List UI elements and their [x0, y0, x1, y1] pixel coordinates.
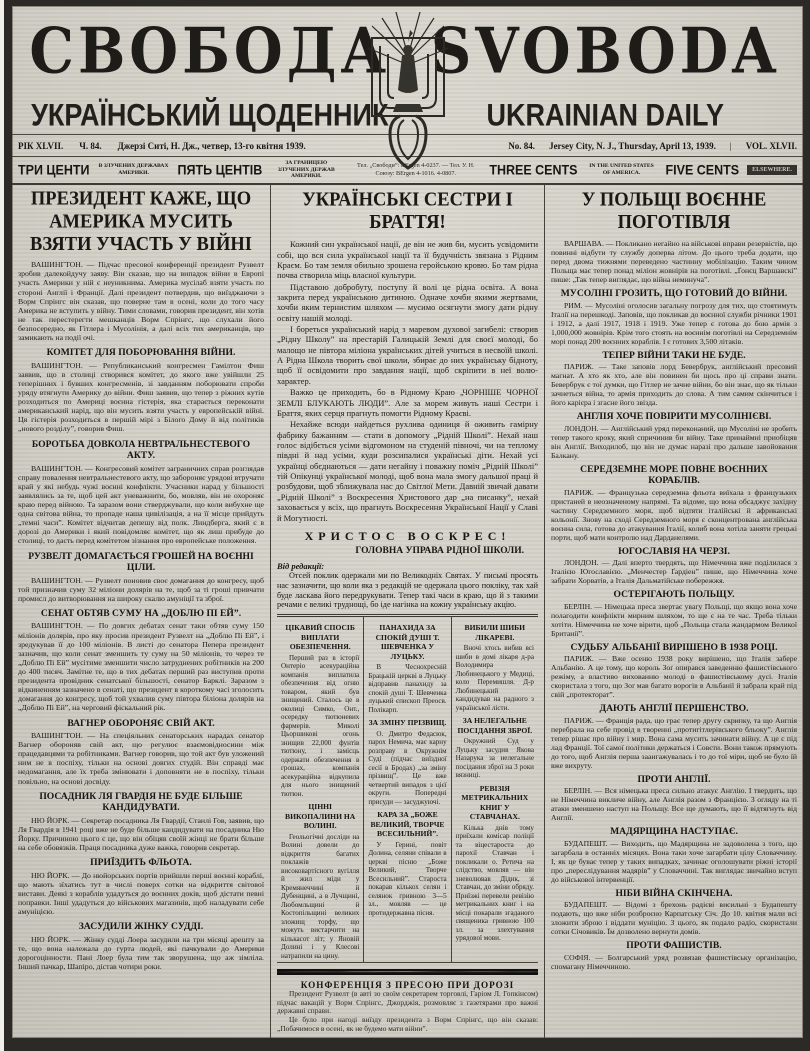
news-article	[551, 774, 797, 823]
trident-liberty-emblem-icon	[358, 8, 458, 176]
short-news-text: Перший раз в історії Онтеріо асекураційна компанія виплатила обезпечення від огню товаром, який був знищений. Сталось це в околиці Симко, Онт., осередку тютюневих фармерів. Миколі Цьоршикові огонь знищив 22,000 фунтів тютюну, і замісць одержати обезпечення в грошах, компанія асекураційна відкупила для нього знищений тютюн.	[281, 653, 360, 798]
short-news-text: О. Дмитро Федасюк, парох Немича, має карну розправу в Окружнім Суді (підчас виїздної сесії в Бродах) „за зміну прізвищ”. Це вже четвертий випадок з цієї округи. Попередні присуди — засуджуючі.	[368, 729, 447, 806]
subcolumn-1	[277, 617, 363, 962]
news-article	[551, 411, 797, 460]
news-article	[551, 642, 797, 700]
appeal-paragraph: Кожний син української нації, де він не жив би, мусить усвідомити собі, що вся сила української нації та її будучність звязана з Рідним Краєм. Бо там земля обильно зрошена геройською кровю. Бо там рідна почва створила міць власної культури.	[277, 239, 538, 281]
article-headline: ОСТЕРІГАЮТЬ ПОЛЬЩУ.	[613, 589, 735, 601]
masthead	[12, 6, 803, 96]
paper	[12, 6, 803, 1038]
news-article	[551, 888, 797, 937]
appeal-paragraph: Підставою добробуту, поступу й волі це рідна освіта. А вона закрита перед українською дитиною. Одначе хочби якими жертвами, хочби яким тернистим шляхом — мусимо осягнути змогу дати рідну освіту нашій молоді.	[277, 281, 538, 323]
article-headline: МАДЯРЩИНА НАСТУПАЄ.	[610, 826, 738, 838]
article-headline: СЕНАТ ОБТЯВ СУМУ НА „ДОБЛЮ ПІ ЕЙ”.	[40, 607, 242, 619]
price-cents-en-note: IN THE UNITED STATES OF AMERICA.	[589, 163, 654, 176]
left-column	[12, 185, 271, 1038]
news-article	[18, 921, 264, 971]
article-headline: МУСОЛІНІ ГРОЗИТЬ, ЩО ГОТОВИЙ ДО ВІЙНИ.	[560, 288, 788, 300]
article-text: ВАШИНГТОН. — Републиканський конгресмен Гамілтон Фиш заявив, що в столиці створився комітет, до якого вже увійшли 25 теперішних і бувших конгресменів, зі завданням поборювати спроби уряду втягнути Америку до війни. Фиш заявив, що тепер з ріжних кутів розходиться по Америці воєнна гістерія, яка старається переконати американський нарід, що він мусить взяти участь у европейській війні. Ця гістерія розходиться в першій мірі з Білого Дому й від політиків „нового розділу”, говорив Фиш.	[18, 360, 264, 434]
masthead-left	[12, 6, 408, 96]
article-headline: БОРОТЬБА ДОВКОЛА НЕВТРАЛЬНЕСТЕВОГО АКТУ.	[31, 438, 251, 462]
article-text: СОФІЯ. — Болгарський уряд розвязав фашистівську організацію, спомагану Німеччиною.	[551, 952, 797, 971]
article-text: БЕРЛІН. — Німецька преса звертає увагу Польщі, що якщо вона хоче полагодити конфлікти мирним шляхом, то ще є на те час. Треба тільки хотіти. Німеччина не хоче вірити, щоб „Польща стала жандармом Великої Британії”.	[551, 601, 797, 638]
right-column	[545, 185, 803, 1038]
date-ukrainian: Джерзі Ситі, Н. Дж., четвер, 13-го квітня 1939.	[117, 140, 306, 151]
news-article	[551, 464, 797, 542]
article-headline: ПОСАДНИК ЛЯ ГВАРДІЯ НЕ БУДЕ БІЛЬШЕ КАНДИДУВАТИ.	[39, 790, 243, 814]
separator: |	[729, 140, 732, 151]
short-news-text: Вночі хтось вибив всі шиби в домі лікаря д-ра Володимира Любинецького у Медиці, коло Перемишля. Д-р Любинецький кандидував на радного з української лісти.	[455, 644, 534, 712]
lead-article-text: ВАШИНГТОН. — Підчас пресової конференції президент Рузвелт зробив далекойдучу заяву. Він сказав, що на випадок війни в Европі участь Америки у ній є неуникнима. Америка мусілаб взяти участь по стороні Англії і Франції. Далі президент потвердив, що виїзджаючи з Ворм Спрінгс він сказав, що поверне там в осені, коли до того часу Америка не вступить у війну. Тими словами, говорив президент, він хотів не так перестерегти мешканців Ворм Спрінгс, що слухали його безпосередно, як Гітлера і Мусолінія, а далі всіх тих американців, що замикають на події очі.	[18, 260, 264, 343]
article-headline: ДАЮТЬ АНГЛІЇ ПЕРШЕНСТВО.	[599, 703, 749, 715]
article-headline: СУДЬБУ АЛЬБАНІЇ ВИРІШЕНО В 1938 РОЦІ.	[570, 641, 778, 653]
news-article	[18, 551, 264, 603]
short-news-headline: ЦІННІ ВИКОПАЛИНИ НА ВОЛИНІ.	[285, 802, 356, 831]
news-article	[18, 347, 264, 433]
short-news-text: У Герині, повіт Долина, селяни співали в церкві пісню „Боже Великий, Творче Всесильний”. Староста покарав кількох селян і селянок гривною 3—5 зл., мовляв — це протидержавна пісня.	[368, 840, 447, 917]
price-elsewhere-note: ELSEWHERE.	[747, 165, 797, 175]
short-news-headline: РЕВІЗІЯ МЕТРИКАЛЬНИХ КНИГ У СТАВЧАНАХ.	[461, 783, 529, 822]
news-article	[18, 439, 264, 546]
signature-line: ГОЛОВНА УПРАВА РІДНОЇ ШКОЛИ.	[355, 545, 524, 556]
short-news-item	[368, 810, 446, 917]
news-article	[18, 718, 264, 786]
short-news-text: Окружний Суд у Луцьку засудив Якова Назарука за нелегальне посідання зброї на 3 роки вязниці.	[455, 737, 534, 780]
date-english: Jersey City, N. J., Thursday, April 13, 1939.	[549, 140, 716, 151]
news-article	[551, 940, 797, 971]
article-text: НЮ ЙОРК. — Секретар посадника Ля Гвардії, Станлі Гов, заявив, що Ля Гвардія в 1941 році вже не буде більше кандидувати на посадника Ню Йорку. Причиною цього є це, що він обіцяв своїй жінці не брати більше на себе обовязків. Праця посадника дуже важка, говорив секретар.	[18, 815, 264, 852]
short-news-item	[368, 718, 446, 806]
photo-caption-title: КОНФЕРЕНЦІЯ З ПРЕСОЮ ПРИ ДОРОЗІ	[300, 979, 515, 990]
article-headline: СЕРЕДЗЕМНЕ МОРЕ ПОВНЕ ВОЄННИХ КОРАБЛІВ.	[580, 463, 768, 487]
center-column	[271, 185, 545, 1038]
price-five-en: FIVE CENTS	[665, 162, 740, 178]
appeal-text	[277, 239, 538, 524]
editorial-note: Отсей поклик одержали ми по Великодніх Святах. У письмі просять нас зазначити, що коли яка з редакцій не одержала цього покліку, так хай буде ласкава його передрукувати. Тепер такі часи в краю, що й з такими речами є великі труднощі, бо іде нагінка на кожну українську акцію.	[277, 570, 538, 610]
article-text: ПАРИЖ. — Вже осеню 1938 року вирішено, що Італія забере Альбанію. А це тому, що король Зоґ опирався заведенню фашистівського режіму, а властиво вихованню молоді в фашистівському дусі. Італія скористала з того, що Зоґ мав багато ворогів в Альбанії й забрала край під свій „протекторат”.	[551, 654, 797, 700]
photo-caption-text-1: Президент Рузвелт (в авті зо своїм секретарем торговлі, Гаріом Л. Гопкінсом) підчас вакацій у Ворм Спрінгс, Джорджія, розмовляє з газетярами про важні державні справи.	[277, 988, 538, 1016]
article-headline: ЗАСУДИЛИ ЖІНКУ СУДДІ.	[78, 921, 204, 933]
news-article	[551, 546, 797, 586]
news-article	[551, 288, 797, 346]
article-list	[18, 347, 264, 971]
price-five-uk: ПЯТЬ ЦЕНТІВ	[177, 162, 263, 178]
article-text: ВАШИНГТОН. — По довгих дебатах сенат таки обтяв суму 150 міліонів долярів, про яку просив президент Рузвелт на „Доблю Пі Ей”, і зредукував її до 100 міліонів. В листі до сенатора Пепера президент зазначив, що коли сенат зменшить ту суму на 50 міліонів, то через те „Доблю Пі Ей” мусітиме зменшити число затруднених робітників на 200 до 400 тисяч. Замітне те, що в тих дебатах перший раз виступив проти президента провідник сенатської більшості, сенатор Барклі. Заразом з відкиненням зазначено в сенаті, що президент в короткому часі зголосить домагання до конгресу, щоб той ухвалив суму півтора біліона долярів на „Доблю Пі Ей”, на черговий фіскальний рік.	[18, 621, 264, 713]
short-news-item	[456, 716, 534, 779]
article-headline: РУЗВЕЛТ ДОМАГАЄТЬСЯ ГРОШЕЙ НА ВОЄННІ ЦІЛИ.	[28, 550, 254, 574]
news-article	[551, 703, 797, 770]
appeal-headline: УКРАЇНСЬКІ СЕСТРИ І БРАТТЯ!	[302, 189, 513, 234]
article-text: НЮ ЙОРК. — Жінку судді Лоера засудили на три місяці арешту за те, що вона належала до гурта людей, які пачкували до Америки дорогоцінности. Пані Лоер була тим так зворушена, що аж зімліла. Інший пачкар, Шапіро, дістав чотири роки.	[18, 934, 264, 971]
christ-is-risen-line: ХРИСТОС ВОСКРЕС!	[304, 528, 511, 543]
article-text: РИМ. — Мусоліні оголосив загальну погрозу для тих, що стоятимуть Італії на перешкоді. Заповів, що покликав до воєнної служби річники 1901 і 1912, а далі 1917, 1918 і 1919. Уже тепер є готова до бою армія з 1,000,000 жовнірів. Крім того стоять на воєннім поготівлі на Середземнім морі понад 200 воєнних кораблів. І є готових 3,500 літаків.	[551, 300, 797, 346]
short-news-subcolumns	[277, 617, 538, 963]
article-headline: ВАГНЕР ОБОРОНЯЄ СВІЙ АКТ.	[67, 717, 215, 729]
short-news-item	[456, 784, 534, 943]
article-headline: АНГЛІЯ ХОЧЕ ПОВІРИТИ МУСОЛІНІЄВІ.	[576, 411, 772, 423]
article-text: НЮ ЙОРК. — До нюйорських портів прийшли перші воєнні кораблі, що мають зїхатись тут в числі поверх сотки на відкриття світової вистави. Деякі з кораблів удадуться до воєнних доків, щоб дістати певні поправки. Інші удадуться до військових магазинів, щоб наладувати себе амуніцією.	[18, 870, 264, 917]
article-text: ЛОНДОН. — Далі вперто твердять, що Німеччина вже поділилася з Італією Югославією. „Менчестер Ґардіен” пише, що Німеччина хоче забрати Хорватів, а Італія Дальматійське побережжя.	[551, 558, 797, 586]
short-news-headline: ЗА НЕЛЕГАЛЬНЕ ПОСІДАННЯ ЗБРОЇ.	[457, 716, 533, 735]
price-five-uk-note: ЗА ГРАНИЦЕЮ ЗЛУЧЕНИХ ДЕРЖАВ АМЕРИКИ.	[277, 159, 335, 180]
lead-headline: ПРЕЗИДЕНТ КАЖЕ, ЩО АМЕРИКА МУСИТЬ ВЗЯТИ УЧАСТЬ У ВІЙНІ	[30, 188, 252, 256]
short-news-item	[281, 802, 359, 960]
appeal-paragraph: І бореться український нарід з маревом духової загибелі: створив „Рідну Школу” на престарій Галицькій Землі для своєї молоді, бо малощо не півтора міліона українських дітей учиться в несвоїй школі. А Рідна Школа творить свої школи, збирає до них українську бідноту, щоб її освідомити про завдання нації, щоб скріпити в неї волю-характер.	[277, 324, 538, 386]
volume-english: VOL. XLVII.	[745, 140, 797, 151]
short-news-text: Геольогічні досліди на Волині довели до відкриття багатих поклажів високовартісного вугілля й жил міди у Кремянеччині й Дубенщині, а в Лучщині, Любомльщині й Костопільщині великих зложищ торфу, що можуть вистарчити на кількасот літ; у Яновій Долині і у Клесові натрапили на цину.	[281, 832, 360, 960]
short-news-headline: КАРА ЗА „БОЖЕ ВЕЛИКИЙ, ТВОРЧЕ ВСЕСИЛЬНИЙ”.	[370, 810, 445, 839]
article-headline: ЮГОСЛАВІЯ НА ЧЕРЗІ.	[618, 545, 730, 557]
masthead-right	[408, 6, 804, 96]
photo-caption-text-2: Це було при нагоді виїзду президента з Ворм Спрінгс, що він сказав: „Побачимося в осені, як не будемо мати війни”.	[277, 1015, 538, 1034]
issue-english: No. 84.	[508, 140, 536, 151]
telephone-numbers: Тел. „Свободи”: BErgen 4-0237. — Тел. У. Н. Союзу: BErgen 4-1016. 4-0807.	[357, 161, 475, 177]
appeal-paragraph: Важко це приходить, бо в Рідному Краю „ЧОРНІШЕ ЧОРНОЇ ЗЕМЛІ БЛУКАЮТЬ ЛЮДИ”. Але за морем живуть наші Сестри і Браття, яких серця прагнуть помогти Рідному Краєві.	[277, 387, 538, 418]
volume-ukrainian: РІК XLVII.	[18, 140, 64, 151]
news-article	[551, 826, 797, 884]
subcolumn-3	[451, 617, 538, 962]
short-news-text: В Чеснохресній Брацькій церкві в Луцьку відправив панахиду за спокій душі Т. Шевченка луцький єпископ Преосв. Полікарп.	[368, 663, 447, 714]
lead-article-text: ВАРШАВА. — Покликано негайно на військові вправи резервістів, що повинні відбути ту службу доперва літом. До цього треба додати, що перед двома тижнями переведено частинну мобілізацію. Таким чином Польща має тепер понад міліон жовнірів на поготівлі. „Ґонєц Варшавскі” пише: „Так тепер виглядає, що війна неминуча”.	[551, 239, 797, 285]
lead-headline: У ПОЛЬЩІ ВОЄННЕ ПОГОТІВЛЯ	[581, 189, 767, 234]
columns	[12, 185, 803, 1038]
short-news-headline: ЦІКАВИЙ СПОСІБ ВИПЛАТИ ОБЕЗПЕЧЕННЯ.	[285, 623, 355, 652]
article-headline: НІБИ ВІЙНА СКІНЧЕНА.	[615, 887, 733, 899]
article-text: ВАШИНГТОН. — Рузвелт поновив своє домагання до конгресу, щоб той призначив суму 32 міліони долярів на те, щоб за ті гроші привчати промисл до витворювання на широку скалю амуніції та зброї.	[18, 575, 264, 603]
article-text: ПАРИЖ. — Таке заповів лорд Бевербрук, англійський пресовий магнат. А хто як хто, але він повинен би щось про ці справи знати. Бевербрук є тої думки, що Гітлер не зачне війни, бо він знає, що як тільки зачнеться війна, то армія приходить до слова. А тим самим скінчиться і його карієра і згасне його звізда.	[551, 362, 797, 408]
masthead-title-cyrillic: СВОБОДА	[29, 14, 391, 88]
article-text: ЛОНДОН. — Англійський уряд переконаний, що Мусоліні не зробить тепер такого кроку, який спричинив би війну. Таке принаймні приобіцяв він Англії. Виходилоб, що він не думає наразі про дальше завойовання Балкану.	[551, 423, 797, 460]
article-text: БУДАПЕШТ. — Виходить, що Мадярщина не задоволена з того, що загарбала в останніх місяцях. Вона таки хоче загарбати цілу Словаччину. І, як це буває тепер у таких випадках, зачинає оголошувати ріжні історії про „переслідування мадярів” у Словаччині. Так виглядає звичайно вступ до військової інтервенції.	[551, 838, 797, 884]
subtitle-latin: UKRAINIAN DAILY	[486, 97, 724, 132]
news-article	[18, 857, 264, 916]
price-cents-uk-note: В ЗЛУЧЕНИХ ДЕРЖАВАХ АМЕРИКИ.	[98, 163, 169, 176]
editorial-label: Від редакції:	[277, 560, 325, 571]
article-list	[551, 288, 797, 971]
article-text: БЕРЛІН. — Вся німецька преса сильно атакує Англію. І твердить, що не Німеччина викличе війну, але Англія разом з Францією. З огляду на ті атаки зменшено наступ на Польщу. Все ще думають, що її відтягнуть від Англії.	[551, 786, 797, 823]
short-news-text: Кілька днів тому приїхали комісар поліції та віцестароста до парохії Ставчан і покликали о. Ретича на слідство, мовляв — він зневолював Дідик, зі Ставчан, до зміни обряду. Приїзжі перевели ревізію метрикальних книг і на місці покарали згаданого священика гривною 100 зл. за злехтування урядової мови.	[455, 823, 534, 943]
masthead-title-latin: SVOBODA	[430, 14, 780, 88]
article-headline: КОМІТЕТ ДЛЯ ПОБОРЮВАННЯ ВІЙНИ.	[46, 347, 236, 359]
article-text: ВАШИНГТОН. — Конгресовий комітет заграничних справ розглядав справу повалення невтральнестевого акту, що забороняє урядові втручати край у які небудь чужі воєнні конфлікти. Учасники нарад у більшості заявлялись за те, щоб цей акт уневажнити, бо, мовляв, він не охороняє краю перед війною. Та заразом вони стверджували, що коли вибухне ще одна світова війна, то пропаде наша цивілізація, а на її місце прийдуть „темні часи”. Комітет відчитав депешу від полк. Линдберга, який є в дорозі до Америки і який повідомляє комітет, що як лиш прибуде до столиці, то дасть перед комітетом зізнання про европейське положення.	[18, 463, 264, 546]
price-cents-en: THREE CENTS	[489, 162, 578, 178]
short-news-headline: ЗА ЗМІНУ ПРІЗВИЩ.	[368, 718, 447, 728]
article-headline: ПРОТИ АНГЛІЇ.	[637, 773, 711, 785]
short-news-headline: ПАНАХИДА ЗА СПОКІЙ ДУШІ Т. ШЕВЧЕНКА У ЛУЦЬКУ.	[375, 623, 440, 661]
article-headline: ТЕПЕР ВІЙНИ ТАКИ НЕ БУДЕ.	[602, 349, 746, 361]
short-news-item	[456, 623, 534, 712]
subcolumn-2	[363, 617, 450, 962]
news-article	[551, 350, 797, 408]
article-text: ПАРИЖ. — Французька середземна фльота виїхала з французьких пристаней в неозначеному напрямі. Та відоме, що вона обсаджує західну частину Середземного моря, щоб відтяти італійські й африканські кольонії. Знову на сході Середземного моря є сконцентрована англійська воєнна сила, готова до атакування Італії, колиб вона хотіла заняти грецькі порти, щоб мати контролю над Дарданелями.	[551, 487, 797, 542]
short-news-headline: ВИБИЛИ ШИБИ ЛІКАРЕВІ.	[464, 623, 526, 642]
news-article	[18, 608, 264, 713]
appeal-paragraph: Нехайже всюди найдеться рухлива одиниця й оживить гамірну фабрику бажанням — стати в допомогу „Рідній Школі”. Нехай наш голос відібється усіми відгомоном на студеній півночі, чи на теплому півдні й над усіми, куди розсипалися українські діти. Нехай усі українці обєднаються — дати негайну і поважну поміч „Рідній Школі” тій Опікунці української молоді, щоб вона мала змогу дальшої праці й розбудови, щоб зближувала нас до Світлої Мети. Давній звичай давати „Рідній Школі” з Воскресення Христового дар „на писанку”, нехай заховається у всіх, що прагнуть Воскресення Української Нації у Славі й Могутності.	[277, 419, 538, 523]
article-text: ПАРИЖ. — Франція рада, що грає тепер другу скрипку, та що Англія перебрала на себе провід в творенні „протигітлерівського бльоку”. Англія тепер рішає про війну і мир. Вона сама мусить зачинати війну. А це є під лад Франції. Тої самої політики держаться і Совєти. Вони також прямують до того, щоб Англія перша заангажувалась і то до тої міри, щоб не було їй вже вихруту.	[551, 715, 797, 770]
article-headline: ПРИЇЗДИТЬ ФЛЬОТА.	[90, 857, 192, 869]
roosevelt-press-conference-photo	[277, 969, 538, 974]
article-headline: ПРОТИ ФАШИСТІВ.	[626, 940, 722, 952]
article-text: БУДАПЕШТ. — Відомі з брехонь радієві висильні з Будапешту подають, що вже ніби розброєно Карпатську Січ. До 10. квітня мали всі зложити зброю і віддати муніцію. З цього, як подало радіо, скористали сотки Січовиків. Їм дозволено вернути домів.	[551, 900, 797, 937]
news-article	[551, 589, 797, 638]
news-article	[18, 791, 264, 852]
price-cents-uk: ТРИ ЦЕНТИ	[18, 162, 90, 178]
subtitle-cyrillic: УКРАЇНСЬКИЙ ЩОДЕННИК	[31, 97, 389, 132]
short-news-item	[368, 623, 446, 714]
short-news-item	[281, 623, 359, 798]
article-text: ВАШИНГТОН. — На спеціяльних сенаторських нарадах сенатор Вагнер обороняв свій акт, що регулює взаємовідносини між працедавцями та робітниками. Вагнер говорив, що той акт був уложений ним не в поспіху, тільки на основі довгих студій. Він справді має недомагання, але їх треба змінювати і доповняти не в поспіху, тільки повільно, на основі досвіду.	[18, 731, 264, 786]
issue-ukrainian: Ч. 84.	[79, 140, 102, 151]
